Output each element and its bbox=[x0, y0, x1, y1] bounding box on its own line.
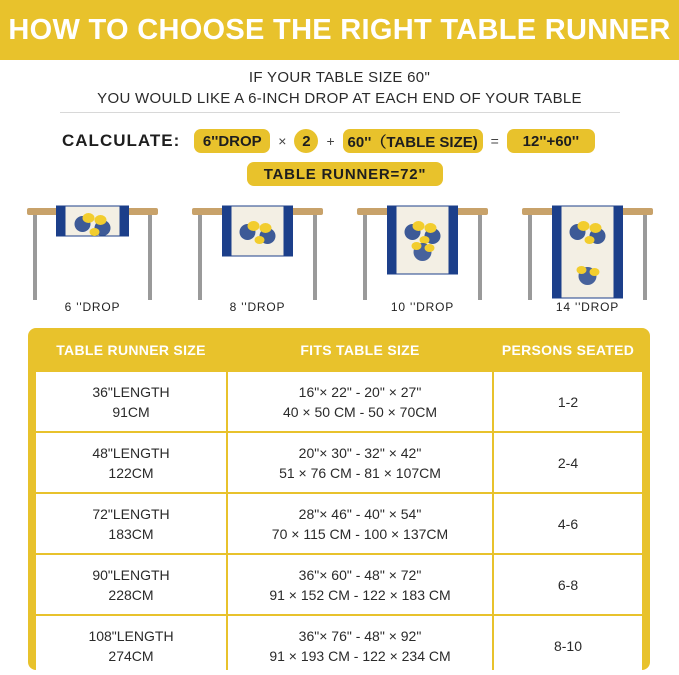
table-leg bbox=[33, 214, 37, 300]
persons-seated-cell bbox=[494, 433, 642, 492]
fit-size-inches: 16"× 22" - 20" × 27" bbox=[298, 383, 422, 400]
lemon-shape bbox=[248, 221, 260, 231]
runner-length-cm: 183CM bbox=[108, 525, 154, 542]
persons-seated-cell bbox=[494, 372, 642, 431]
table-row bbox=[36, 433, 642, 492]
persons-seated: 6-8 bbox=[557, 576, 579, 593]
table-runner-illustration bbox=[355, 200, 490, 300]
table-leg bbox=[148, 214, 152, 300]
table-leg bbox=[363, 214, 367, 300]
page-title: HOW TO CHOOSE THE RIGHT TABLE RUNNER bbox=[8, 13, 671, 46]
persons-seated: 2-4 bbox=[557, 454, 579, 471]
runner-length: 90"LENGTH bbox=[92, 566, 170, 583]
lemon-shape bbox=[260, 223, 272, 233]
header-persons-seated: PERSONS SEATED bbox=[501, 342, 635, 358]
table-runner-illustration bbox=[25, 200, 160, 300]
runner-border bbox=[120, 206, 129, 236]
persons-seated-cell bbox=[494, 555, 642, 614]
table-row bbox=[36, 555, 642, 614]
runner-length-cm: 228CM bbox=[108, 586, 154, 603]
table-row bbox=[36, 616, 642, 675]
table-header bbox=[28, 328, 650, 372]
runner-border bbox=[223, 206, 232, 256]
size-table bbox=[28, 328, 650, 670]
fit-size-cm: 91 × 193 CM - 122 × 234 CM bbox=[269, 647, 451, 664]
lemon-shape bbox=[425, 244, 435, 252]
calculate-label: CALCULATE: bbox=[62, 131, 181, 150]
fit-size-cm: 51 × 76 CM - 81 × 107CM bbox=[279, 464, 441, 481]
drop-label: 10 ''DROP bbox=[390, 300, 455, 314]
runner-size-cell bbox=[36, 433, 226, 492]
calculation-row bbox=[62, 128, 595, 154]
runner-border bbox=[553, 206, 562, 298]
runner-length-cm: 274CM bbox=[108, 647, 154, 664]
fit-size-cm: 40 × 50 CM - 50 × 70CM bbox=[282, 403, 438, 420]
lemon-shape bbox=[420, 236, 430, 244]
divider bbox=[60, 112, 620, 113]
table-leg bbox=[643, 214, 647, 300]
lemon-shape bbox=[577, 266, 587, 274]
lemon-shape bbox=[95, 215, 107, 225]
persons-seated: 4-6 bbox=[557, 515, 579, 532]
table-runner-illustration bbox=[520, 200, 655, 300]
runner bbox=[223, 206, 293, 256]
fits-table-size-cell bbox=[228, 616, 492, 675]
table-row bbox=[36, 494, 642, 553]
persons-seated-cell bbox=[494, 494, 642, 553]
table-leg bbox=[478, 214, 482, 300]
fits-table-size-cell bbox=[228, 494, 492, 553]
intro-text bbox=[0, 67, 679, 109]
runner-size-cell bbox=[36, 372, 226, 431]
intro-line-2: YOU WOULD LIKE A 6-INCH DROP AT EACH END OF YOUR TABLE bbox=[97, 90, 582, 107]
intro-line-1: IF YOUR TABLE SIZE 60" bbox=[248, 69, 431, 86]
runner-length: 48"LENGTH bbox=[92, 444, 170, 461]
lemon-shape bbox=[425, 223, 437, 233]
result-pill: 12''+60'' bbox=[507, 129, 595, 153]
lemon-shape bbox=[90, 228, 100, 236]
equals-sign: = bbox=[490, 133, 499, 149]
runner-border bbox=[449, 206, 458, 274]
fits-table-size-cell bbox=[228, 555, 492, 614]
table-leg bbox=[313, 214, 317, 300]
runner-length: 36"LENGTH bbox=[92, 383, 170, 400]
plus-sign: + bbox=[326, 133, 335, 149]
lemon-shape bbox=[585, 236, 595, 244]
fit-size-inches: 36"× 76" - 48" × 92" bbox=[298, 627, 422, 644]
fit-size-inches: 28"× 46" - 40" × 54" bbox=[298, 505, 422, 522]
fits-table-size-cell bbox=[228, 433, 492, 492]
runner-border bbox=[614, 206, 623, 298]
runner-length-cm: 91CM bbox=[112, 403, 150, 420]
drop-term-pill: 6''DROP bbox=[194, 129, 270, 153]
fits-table-size-cell bbox=[228, 372, 492, 431]
lemon-shape bbox=[83, 213, 95, 223]
fit-size-cm: 91 × 152 CM - 122 × 183 CM bbox=[269, 586, 451, 603]
header-fits-table-size: FITS TABLE SIZE bbox=[300, 342, 420, 358]
lemon-shape bbox=[578, 221, 590, 231]
multiplier-pill: 2 bbox=[294, 129, 318, 153]
fit-size-inches: 36"× 60" - 48" × 72" bbox=[298, 566, 422, 583]
drop-label: 6 ''DROP bbox=[64, 300, 121, 314]
lemon-shape bbox=[255, 236, 265, 244]
lemon-shape bbox=[590, 268, 600, 276]
table-row bbox=[36, 372, 642, 431]
persons-seated-cell bbox=[494, 616, 642, 675]
table-runner-total: TABLE RUNNER=72" bbox=[247, 162, 443, 186]
table-size-pill: 60''（TABLE SIZE) bbox=[343, 129, 483, 153]
fit-size-inches: 20"× 30" - 32" × 42" bbox=[298, 444, 422, 461]
table-leg bbox=[198, 214, 202, 300]
persons-seated: 8-10 bbox=[553, 637, 583, 654]
drop-label: 8 ''DROP bbox=[229, 300, 286, 314]
runner-size-cell bbox=[36, 555, 226, 614]
drop-illustrations bbox=[0, 200, 679, 318]
drop-example-8 bbox=[190, 200, 325, 318]
runner-length: 108"LENGTH bbox=[88, 627, 174, 644]
multiply-sign: × bbox=[278, 133, 287, 149]
runner-border bbox=[57, 206, 66, 236]
runner-border bbox=[284, 206, 293, 256]
runner-size-cell bbox=[36, 616, 226, 675]
lemon-shape bbox=[590, 223, 602, 233]
title-banner bbox=[0, 0, 679, 60]
drop-example-6 bbox=[25, 200, 160, 318]
table-runner-illustration bbox=[190, 200, 325, 300]
persons-seated: 1-2 bbox=[557, 393, 579, 410]
header-runner-size: TABLE RUNNER SIZE bbox=[56, 342, 206, 358]
runner-length: 72"LENGTH bbox=[92, 505, 170, 522]
lemon-shape bbox=[412, 242, 422, 250]
table-leg bbox=[528, 214, 532, 300]
runner-size-cell bbox=[36, 494, 226, 553]
lemon-shape bbox=[413, 221, 425, 231]
runner-border bbox=[388, 206, 397, 274]
runner-length-cm: 122CM bbox=[108, 464, 154, 481]
drop-example-14 bbox=[520, 200, 655, 318]
drop-example-10 bbox=[355, 200, 490, 318]
drop-label: 14 ''DROP bbox=[555, 300, 620, 314]
fit-size-cm: 70 × 115 CM - 100 × 137CM bbox=[271, 525, 449, 542]
